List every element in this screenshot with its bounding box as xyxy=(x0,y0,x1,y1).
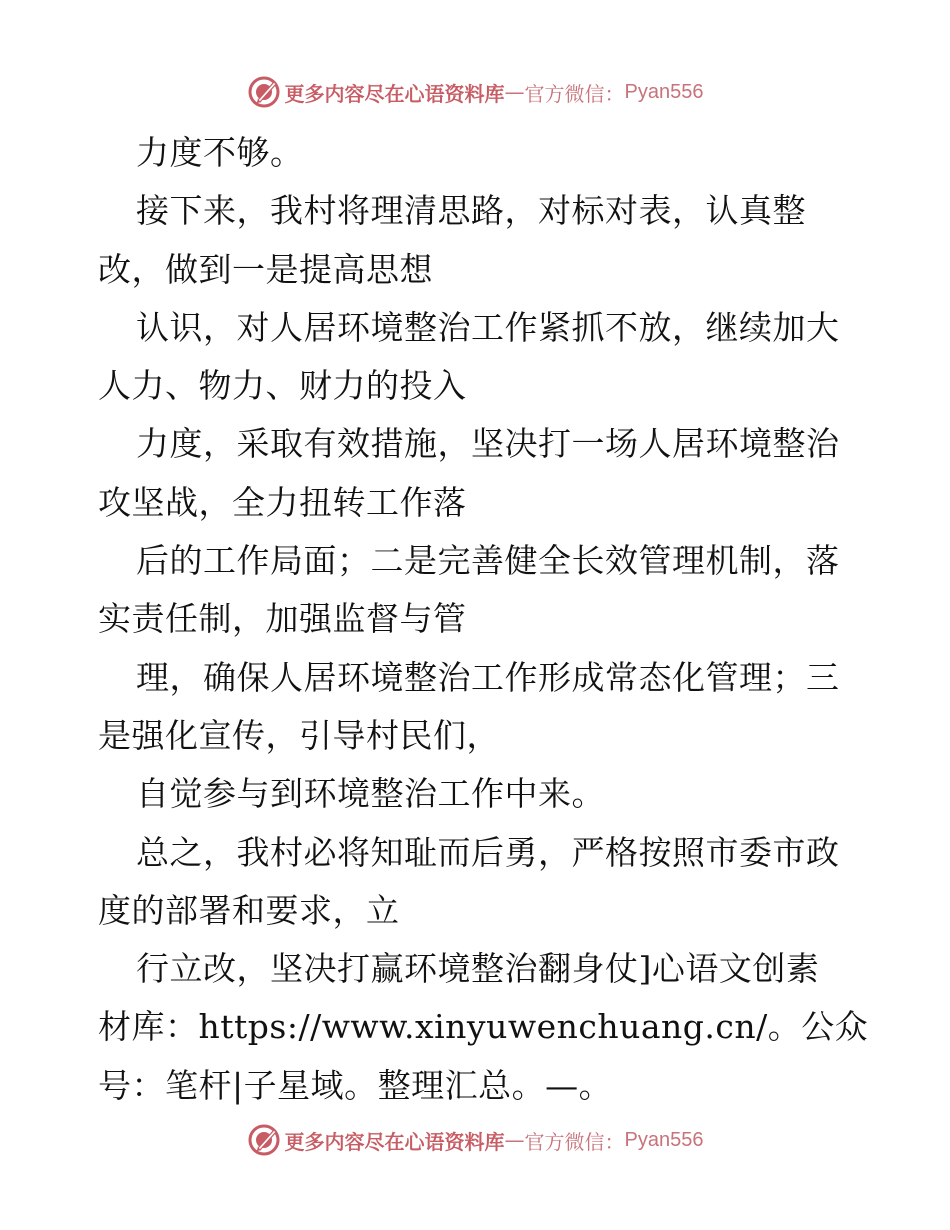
text-line: 行立改，坚决打赢环境整治翻身仗]心语文创素 xyxy=(136,949,820,989)
text-line: 总之，我村必将知耻而后勇，严格按照市委市政 xyxy=(136,832,840,872)
text-line: 力度不够。 xyxy=(136,133,304,172)
text-line: 号：笔杆|子星域。整理汇总。—。 xyxy=(98,1065,613,1105)
document-body xyxy=(98,124,869,1115)
banner-main-text: 更多内容尽在心语资料库 xyxy=(284,81,505,106)
text-line: 力度，采取有效措施，坚决打一场人居环境整治 xyxy=(136,424,840,464)
text-line: 实责任制，加强监督与管 xyxy=(98,599,467,639)
text-line: 自觉参与到环境整治工作中来。 xyxy=(136,774,605,814)
text-line: 接下来，我村将理清思路，对标对表，认真整 xyxy=(136,191,806,231)
banner-wechat-id: Pyan556 xyxy=(624,1128,704,1151)
text-line: 是强化宣传，引导村民们， xyxy=(98,715,500,755)
text-line: 理，确保人居环境整治工作形成常态化管理；三 xyxy=(136,657,840,697)
text-line: 攻坚战，全力扭转工作落 xyxy=(98,482,467,522)
banner-separator: — xyxy=(504,80,525,104)
pen-logo-icon xyxy=(247,1123,281,1157)
pen-logo-icon xyxy=(247,75,281,109)
footer-watermark-banner xyxy=(0,1120,950,1160)
text-line: 度的部署和要求，立 xyxy=(98,890,400,930)
text-line: 改，做到一是提高思想 xyxy=(98,249,433,289)
banner-wechat-label: 官方微信： xyxy=(524,1129,625,1154)
text-line: 人力、物力、财力的投入 xyxy=(98,366,467,406)
banner-wechat-label: 官方微信： xyxy=(524,81,625,106)
banner-main-text: 更多内容尽在心语资料库 xyxy=(284,1129,505,1154)
text-line: 认识，对人居环境整治工作紧抓不放，继续加大 xyxy=(136,307,840,347)
text-line: 后的工作局面；二是完善健全长效管理机制，落 xyxy=(136,541,840,581)
banner-separator: — xyxy=(504,1128,525,1152)
text-line: 材库：https://www.xinyuwenchuang.cn/。公众 xyxy=(98,1007,869,1047)
header-watermark-banner xyxy=(0,72,950,112)
banner-wechat-id: Pyan556 xyxy=(624,80,704,103)
